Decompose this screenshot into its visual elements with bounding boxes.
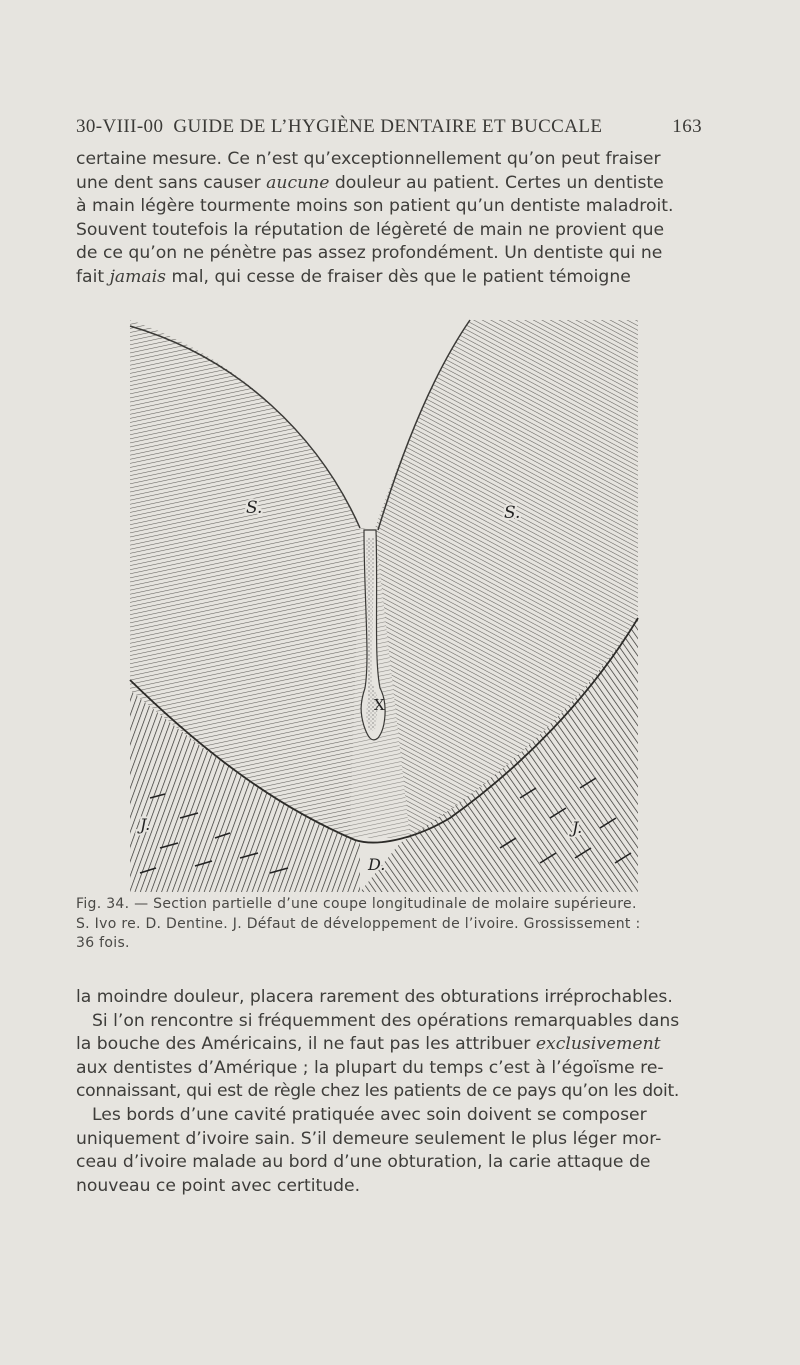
running-header bbox=[76, 116, 702, 138]
text-segment: douleur au patient. Certes un dentiste bbox=[329, 172, 664, 193]
text-line: certaine mesure. Ce n’est qu’exceptionnellement qu’on peut fraiser bbox=[76, 149, 661, 169]
text-line: de ce qu’on ne pénètre pas assez profondément. Un dentiste qui ne bbox=[76, 243, 663, 264]
text-line: ceau d’ivoire malade au bord d’une obturation, la carie attaque de bbox=[76, 1152, 651, 1173]
caption-line: Fig. 34. — Section partielle d’une coupe longitudinale de molaire supérieure. bbox=[76, 896, 637, 912]
text-line: nouveau ce point avec certitude. bbox=[76, 1175, 361, 1196]
label-j-left: J. bbox=[140, 815, 151, 834]
text-line: la moindre douleur, placera rarement des obturations irréprochables. bbox=[76, 987, 673, 1007]
emphasis: exclusivement bbox=[535, 1034, 661, 1055]
text-line: Les bords d’une cavité pratiquée avec soin doivent se composer bbox=[92, 1104, 647, 1125]
caption-line: S. Ivo re. D. Dentine. J. Défaut de développement de l’ivoire. Grossissement : bbox=[76, 915, 641, 932]
emphasis: aucune bbox=[266, 172, 330, 193]
figure-tooth-section bbox=[120, 318, 642, 892]
text-line: à main légère tourmente moins son patient qu’un dentiste maladroit. bbox=[76, 196, 674, 217]
text-line bbox=[76, 266, 702, 290]
text-segment: une dent sans causer bbox=[76, 172, 267, 193]
text-line: connaissant, qui est de règle chez les patients de ce pays qu’on les doit. bbox=[76, 1081, 680, 1102]
label-d: D. bbox=[368, 855, 386, 874]
caption-line: 36 fois. bbox=[76, 935, 130, 951]
label-s-right: S. bbox=[504, 503, 521, 523]
paragraph-bottom bbox=[76, 986, 702, 1198]
text-line: aux dentistes d’Amérique ; la plupart du temps c’est à l’égoïsme re- bbox=[76, 1057, 664, 1078]
text-line bbox=[76, 1033, 702, 1057]
text-segment: mal, qui cesse de fraiser dès que le patient témoigne bbox=[166, 266, 631, 287]
text-line: Si l’on rencontre si fréquemment des opérations remarquables dans bbox=[92, 1010, 680, 1031]
label-j-right: J. bbox=[572, 818, 583, 837]
figure-caption bbox=[76, 895, 702, 954]
text-segment: fait bbox=[76, 266, 110, 287]
text-line: Souvent toutefois la réputation de légèreté de main ne provient que bbox=[76, 219, 665, 240]
label-s-left: S. bbox=[246, 498, 263, 518]
header-code: 30-VIII-00 bbox=[76, 116, 164, 137]
engraving-illustration bbox=[120, 318, 642, 892]
paragraph-top bbox=[76, 148, 702, 290]
text-line bbox=[76, 172, 702, 196]
page-number: 163 bbox=[672, 116, 702, 137]
text-line: uniquement d’ivoire sain. S’il demeure seulement le plus léger mor- bbox=[76, 1128, 662, 1149]
emphasis: jamais bbox=[109, 266, 167, 287]
header-title: GUIDE DE L’HYGIÈNE DENTAIRE ET BUCCALE bbox=[173, 116, 603, 137]
text-segment: la bouche des Américains, il ne faut pas les attribuer bbox=[76, 1034, 536, 1055]
label-x: X bbox=[374, 696, 385, 714]
